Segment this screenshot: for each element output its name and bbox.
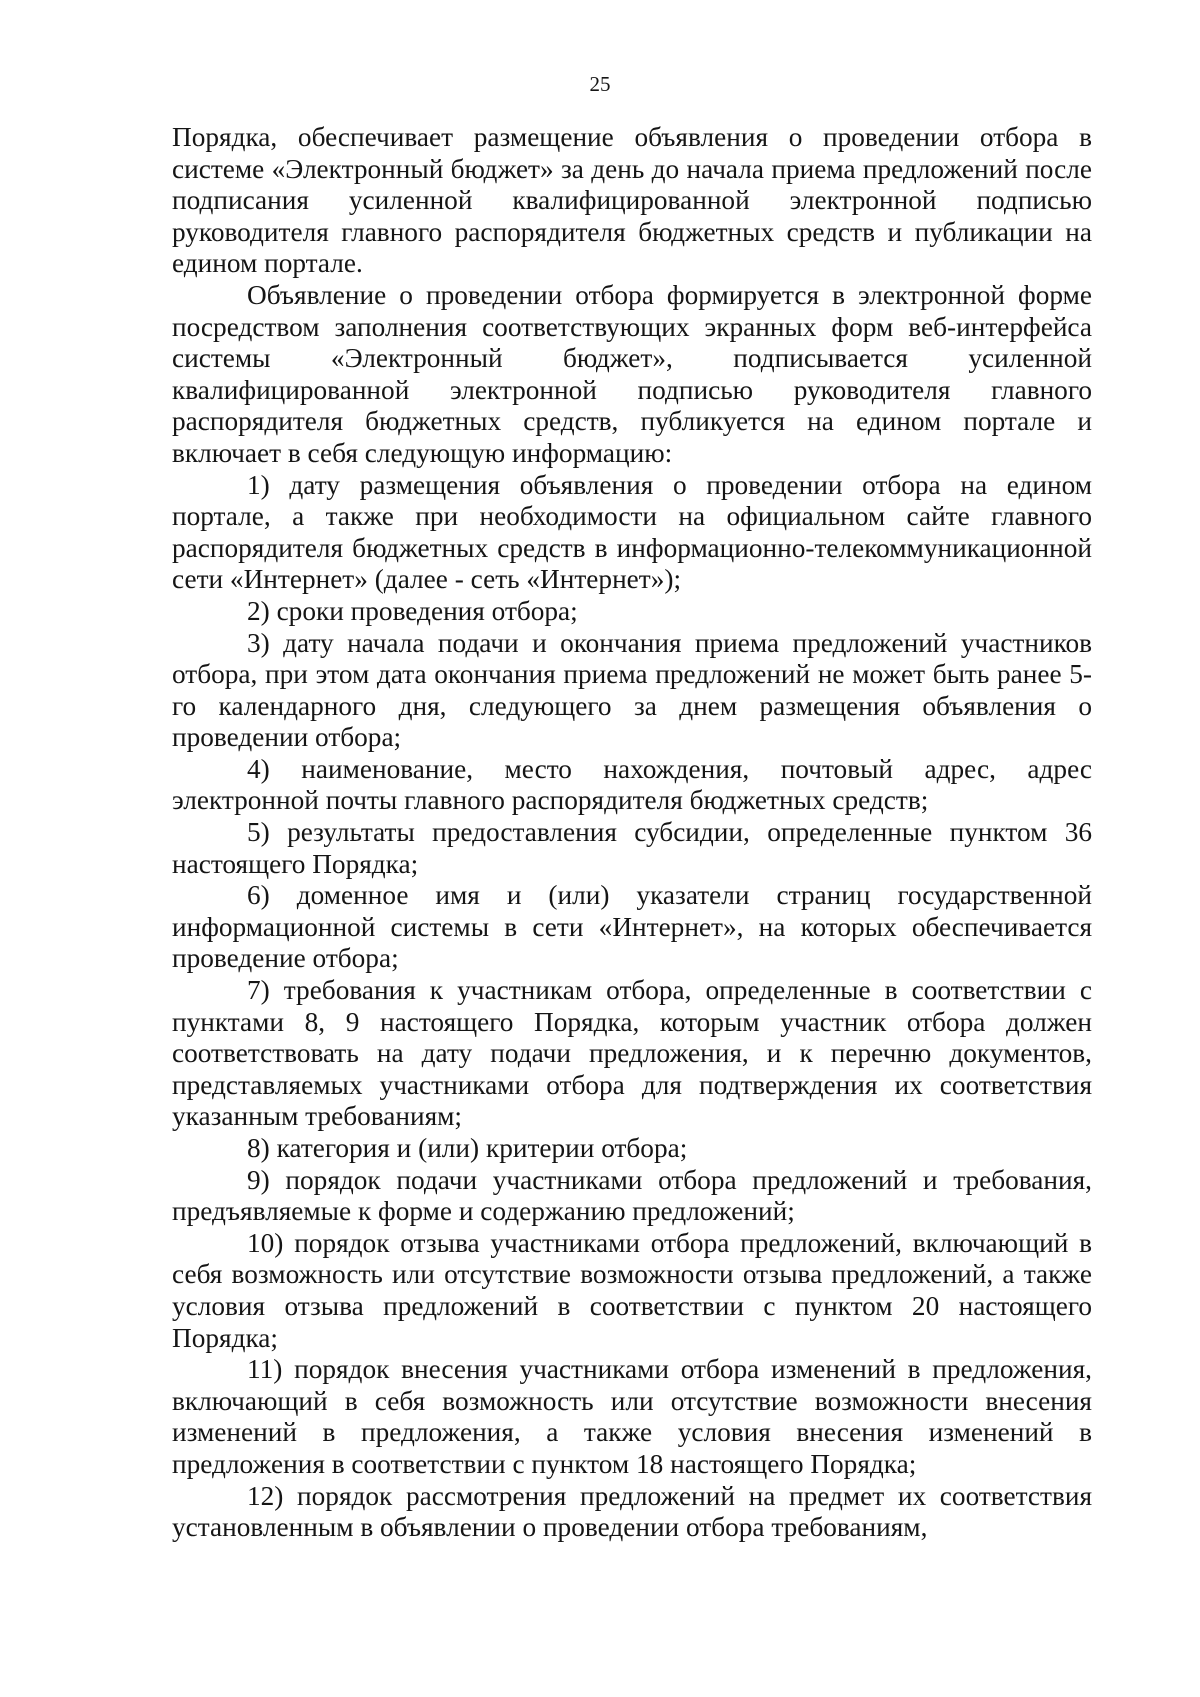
list-item-3: 3) дату начала подачи и окончания приема предложений участников отбора, при этом дата окончания приема предложений не может быть ранее 5-го календарного дня, следующего за днем размещения объявления о проведении отбора; — [172, 627, 1092, 753]
page-number: 25 — [589, 72, 611, 96]
list-item-4: 4) наименование, место нахождения, почтовый адрес, адрес электронной почты главного распорядителя бюджетных средств; — [172, 753, 1092, 816]
document-body — [172, 122, 1092, 1544]
list-item-9: 9) порядок подачи участниками отбора предложений и требования, предъявляемые к форме и содержанию предложений; — [172, 1164, 1092, 1227]
paragraph-announcement: Объявление о проведении отбора формируется в электронной форме посредством заполнения соответствующих экранных форм веб-интерфейса системы «Электронный бюджет», подписывается усиленной квалифицированной электронной подписью руководителя главного распорядителя бюджетных средств, публикуется на едином портале и включает в себя следующую информацию: — [172, 279, 1092, 468]
list-item-8: 8) категория и (или) критерии отбора; — [247, 1133, 688, 1163]
list-item-6: 6) доменное имя и (или) указатели страниц государственной информационной системы в сети «Интернет», на которых обеспечивается проведение отбора; — [172, 880, 1092, 974]
list-item-10: 10) порядок отзыва участниками отбора предложений, включающий в себя возможность или отсутствие возможности отзыва предложений, а также условия отзыва предложений в соответствии с пунктом 20 настоящего Порядка; — [172, 1227, 1092, 1353]
list-item-7: 7) требования к участникам отбора, определенные в соответствии с пунктами 8, 9 настоящего Порядка, которым участник отбора должен соответствовать на дату подачи предложения, и к перечню документов, представляемых участниками отбора для подтверждения их соответствия указанным требованиям; — [172, 975, 1092, 1132]
list-item-12: 12) порядок рассмотрения предложений на предмет их соответствия установленным в объявлении о проведении отбора требованиям, — [172, 1480, 1092, 1543]
list-item-2: 2) сроки проведения отбора; — [247, 595, 578, 626]
list-item-5: 5) результаты предоставления субсидии, определенные пунктом 36 настоящего Порядка; — [172, 817, 1092, 879]
list-item-11: 11) порядок внесения участниками отбора изменений в предложения, включающий в себя возможность или отсутствие возможности внесения изменений в предложения, а также условия внесения изменений в предложения в соответствии с пунктом 18 настоящего Порядка; — [172, 1354, 1092, 1479]
list-item-1: 1) дату размещения объявления о проведении отбора на едином портале, а также при необходимости на официальном сайте главного распорядителя бюджетных средств в информационно-телекоммуникационной сети «Интернет» (далее - сеть «Интернет»); — [172, 469, 1092, 595]
paragraph-continuation: Порядка, обеспечивает размещение объявления о проведении отбора в системе «Электронный бюджет» за день до начала приема предложений после подписания усиленной квалифицированной электронной подписью руководителя главного распорядителя бюджетных средств и публикации на едином портале. — [172, 122, 1092, 279]
